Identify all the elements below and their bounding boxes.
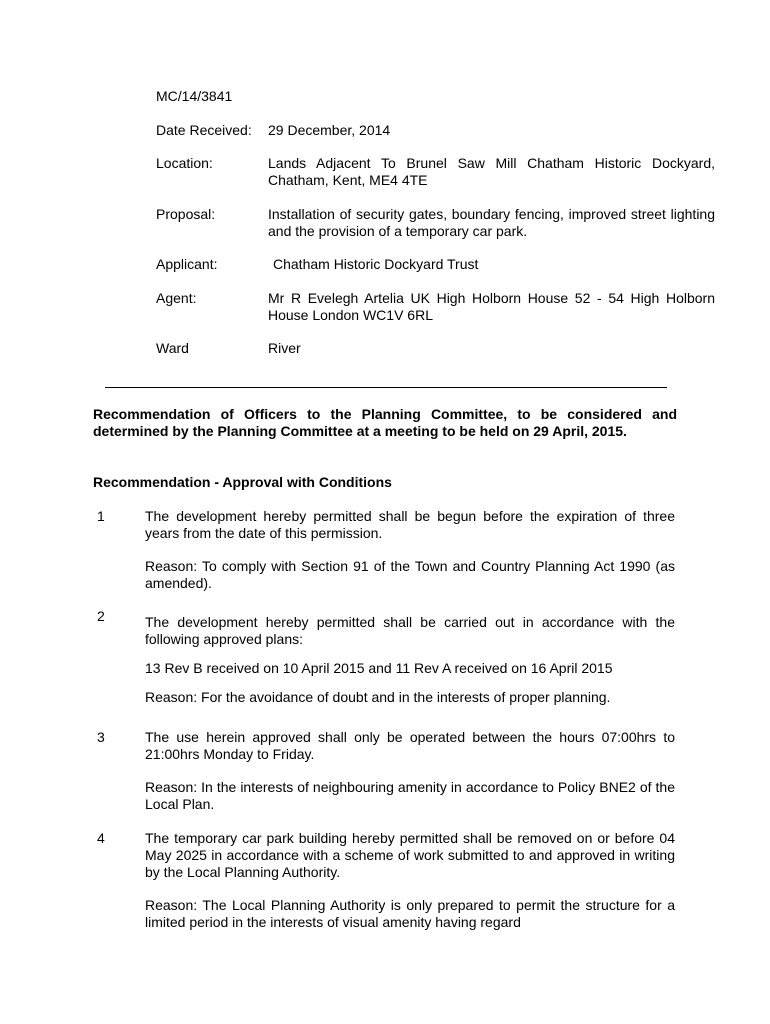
- agent-value: Mr R Evelegh Artelia UK High Holborn House 52 - 54 High Holborn House London WC1V 6RL: [268, 290, 715, 323]
- recommendation-heading: Recommendation of Officers to the Planning Committee, to be considered and determined by the Planning Committee at a meeting to be held on 29 April, 2015.: [93, 406, 677, 439]
- condition-reason: Reason: In the interests of neighbouring amenity in accordance to Policy BNE2 of the Local Plan.: [145, 779, 675, 812]
- condition-number: 3: [97, 729, 105, 745]
- condition-text: The development hereby permitted shall be begun before the expiration of three years from the date of this permission.: [145, 508, 675, 541]
- condition-reason: Reason: To comply with Section 91 of the Town and Country Planning Act 1990 (as amended).: [145, 558, 675, 591]
- condition-text: The temporary car park building hereby permitted shall be removed on or before 04 May 2025 in accordance with a scheme of work submitted to and approved in writing by the Local Planning Authority.: [145, 830, 675, 880]
- agent-label: Agent:: [156, 290, 197, 306]
- date-received-label: Date Received:: [156, 122, 252, 138]
- condition-number: 4: [97, 830, 105, 846]
- proposal-value: Installation of security gates, boundary fencing, improved street lighting and the provision of a temporary car park.: [268, 206, 715, 239]
- applicant-value: Chatham Historic Dockyard Trust: [273, 256, 479, 272]
- condition-4: [145, 830, 675, 931]
- condition-plans: 13 Rev B received on 10 April 2015 and 11 Rev A received on 16 April 2015: [145, 660, 613, 676]
- condition-1: [145, 508, 675, 592]
- recommendation-subheading: Recommendation - Approval with Conditions: [93, 474, 392, 490]
- section-divider: [105, 387, 667, 388]
- date-received-value: 29 December, 2014: [268, 122, 391, 138]
- proposal-label: Proposal:: [156, 206, 216, 222]
- condition-3: [145, 729, 675, 813]
- condition-number: 1: [97, 508, 105, 524]
- condition-text: The use herein approved shall only be operated between the hours 07:00hrs to 21:00hrs Monday to Friday.: [145, 729, 675, 762]
- applicant-label: Applicant:: [156, 256, 218, 272]
- location-label: Location:: [156, 155, 213, 171]
- condition-reason: Reason: For the avoidance of doubt and in the interests of proper planning.: [145, 689, 611, 705]
- location-value: Lands Adjacent To Brunel Saw Mill Chatham Historic Dockyard, Chatham, Kent, ME4 4TE: [268, 155, 715, 188]
- ward-value: River: [268, 340, 301, 356]
- condition-text: The development hereby permitted shall be carried out in accordance with the following approved plans:: [145, 614, 675, 647]
- ward-label: Ward: [156, 340, 189, 356]
- condition-number: 2: [97, 608, 105, 624]
- condition-reason: Reason: The Local Planning Authority is only prepared to permit the structure for a limited period in the interests of visual amenity having regard: [145, 897, 675, 930]
- application-reference: MC/14/3841: [156, 88, 233, 104]
- condition-2: [145, 614, 675, 706]
